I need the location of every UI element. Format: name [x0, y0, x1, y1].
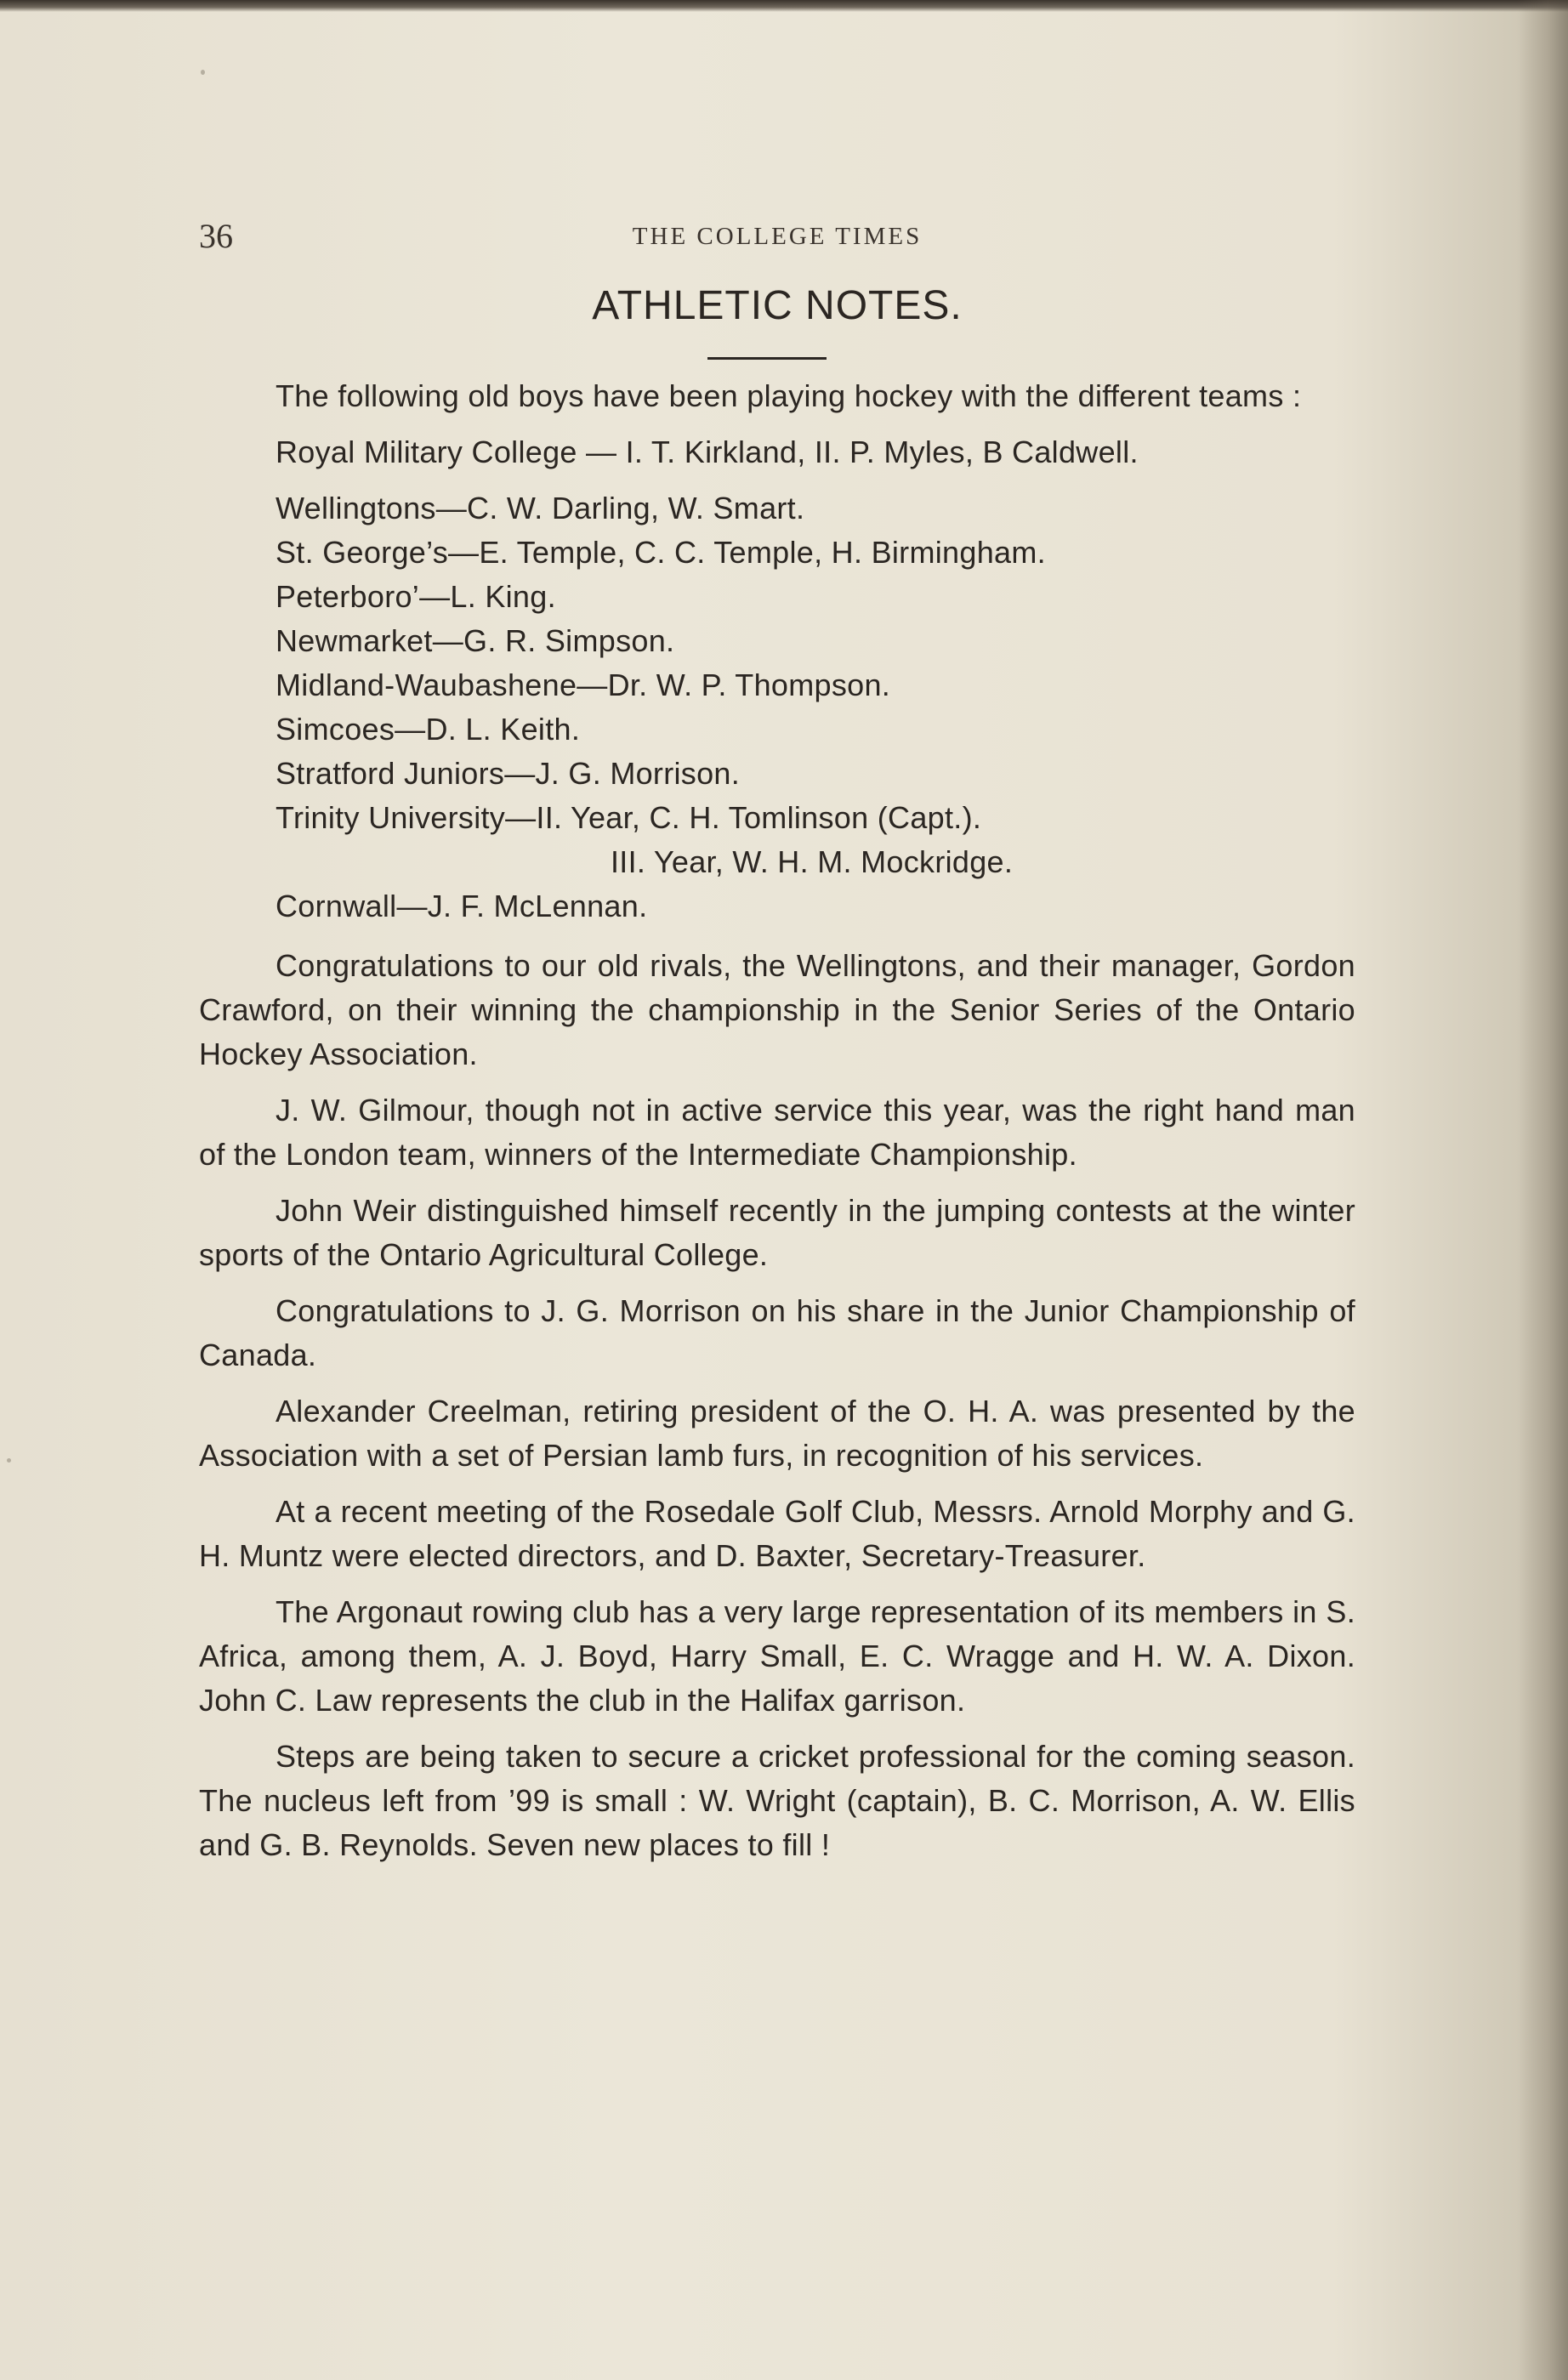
- page-top-edge: [0, 0, 1568, 12]
- paragraph: Congratulations to our old rivals, the Wellingtons, and their manager, Gordon Crawford, on their winning the championship in the Senior Series of the Ontario Hockey Association.: [199, 948, 1355, 1071]
- team-line: St. George’s—E. Temple, C. C. Temple, H. Birmingham.: [276, 535, 1046, 570]
- team-list: [199, 430, 1355, 929]
- paragraph: J. W. Gilmour, though not in active service this year, was the right hand man of the London team, winners of the Intermediate Championship.: [199, 1093, 1355, 1172]
- running-head: THE COLLEGE TIMES: [632, 223, 923, 250]
- intro-paragraph: The following old boys have been playing hockey with the different teams :: [276, 378, 1302, 413]
- team-line: Peterboro’—L. King.: [276, 579, 556, 614]
- paper-spot: [201, 70, 205, 75]
- team-line-rmc: Royal Military College — I. T. Kirkland, II. P. Myles, B Caldwell.: [276, 435, 1139, 469]
- team-line: Newmarket—G. R. Simpson.: [276, 623, 675, 658]
- team-line: Midland-Waubashene—Dr. W. P. Thompson.: [276, 667, 891, 702]
- team-line: Cornwall—J. F. McLennan.: [276, 889, 648, 923]
- team-line: Wellingtons—C. W. Darling, W. Smart.: [276, 491, 805, 525]
- page-number: 36: [199, 217, 233, 255]
- page-gutter-shadow: [1517, 0, 1568, 2380]
- article-title: ATHLETIC NOTES.: [592, 283, 963, 328]
- paragraph: The Argonaut rowing club has a very large representation of its members in S. Africa, among them, A. J. Boyd, Harry Small, E. C. Wragge and H. W. A. Dixon. John C. Law represents the club in the Halifax garrison.: [199, 1594, 1355, 1718]
- team-line: Trinity University—II. Year, C. H. Tomlinson (Capt.).: [276, 800, 982, 835]
- team-line: Stratford Juniors—J. G. Morrison.: [276, 756, 741, 791]
- article-body: [199, 374, 1355, 1867]
- team-line: Simcoes—D. L. Keith.: [276, 712, 581, 747]
- paragraph: John Weir distinguished himself recently in the jumping contests at the winter sports of the Ontario Agricultural College.: [199, 1193, 1355, 1272]
- team-line-continuation: III. Year, W. H. M. Mockridge.: [611, 844, 1014, 879]
- paper-spot: [7, 1458, 11, 1463]
- paragraph: Congratulations to J. G. Morrison on his share in the Junior Championship of Canada.: [199, 1293, 1355, 1372]
- title-rule: [707, 357, 827, 360]
- paragraph: Steps are being taken to secure a cricket professional for the coming season. The nucleus left from ’99 is small : W. Wright (captain), B. C. Morrison, A. W. Ellis and G. B. Reynolds. Seven new places to fill !: [199, 1739, 1355, 1862]
- paragraph: Alexander Creelman, retiring president of the O. H. A. was presented by the Association with a set of Persian lamb furs, in recognition of his services.: [199, 1394, 1355, 1473]
- paragraph: At a recent meeting of the Rosedale Golf Club, Messrs. Arnold Morphy and G. H. Muntz were elected directors, and D. Baxter, Secretary-Treasurer.: [199, 1494, 1355, 1573]
- page-header: [199, 216, 1355, 258]
